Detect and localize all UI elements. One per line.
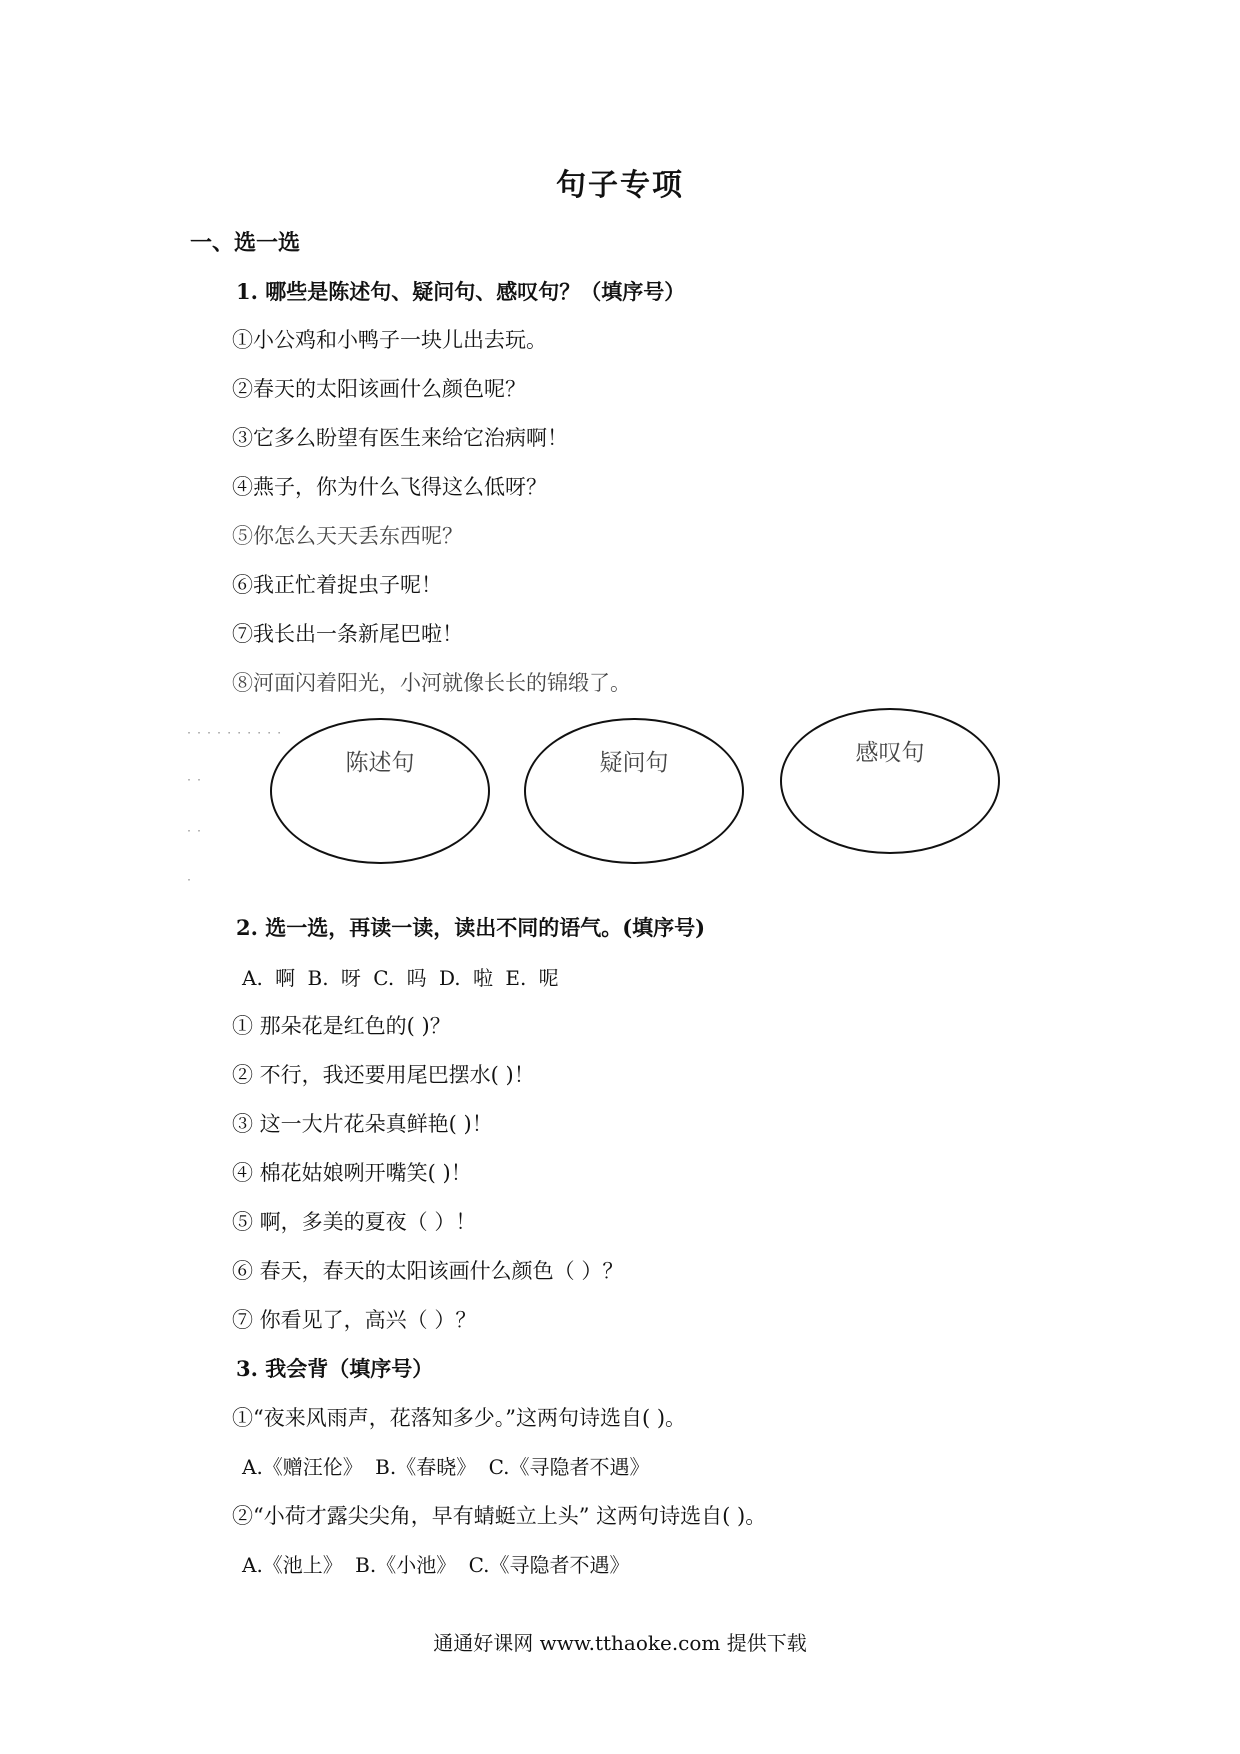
sentence-8: ⑧河面闪着阳光，小河就像长长的锦缎了。	[232, 671, 631, 695]
question-2-heading: 2. 选一选，再读一读，读出不同的语气。(填序号)	[236, 915, 706, 940]
declarative-label: 陈述句	[345, 750, 415, 776]
fill-item-2: ② 不行，我还要用尾巴摆水( )！	[232, 1063, 535, 1087]
margin-dots: ··········	[186, 728, 287, 739]
page-title: 句子专项	[556, 168, 684, 203]
sentence-5: ⑤你怎么天天丢东西呢？	[232, 524, 463, 548]
fill-item-1: ① 那朵花是红色的( )？	[232, 1014, 451, 1038]
fill-item-3: ③ 这一大片花朵真鲜艳( )！	[232, 1112, 493, 1136]
fill-item-7: ⑦ 你看见了，高兴（ ）？	[232, 1308, 477, 1332]
question-1-heading: 1. 哪些是陈述句、疑问句、感叹句？（填序号）	[236, 279, 686, 304]
section-heading: 一、选一选	[190, 230, 301, 256]
margin-dots: ··	[186, 826, 207, 837]
poem-options-1: A.《赠汪伦》 B.《春晓》 C.《寻隐者不遇》	[242, 1455, 650, 1479]
fill-item-4: ④ 棉花姑娘咧开嘴笑( )！	[232, 1161, 472, 1185]
declarative-sentence-ellipse	[270, 718, 490, 864]
sentence-1: ①小公鸡和小鸭子一块儿出去玩。	[232, 328, 547, 352]
particle-options: A. 啊 B. 呀 C. 吗 D. 啦 E. 呢	[242, 966, 559, 990]
margin-dots: ·	[186, 875, 197, 886]
sentence-4: ④燕子，你为什么飞得这么低呀？	[232, 475, 547, 499]
fill-item-5: ⑤ 啊，多美的夏夜（ ）！	[232, 1210, 477, 1234]
sentence-2: ②春天的太阳该画什么颜色呢？	[232, 377, 526, 401]
exclamatory-label: 感叹句	[855, 740, 925, 766]
question-3-heading: 3. 我会背（填序号）	[236, 1356, 434, 1381]
sentence-3: ③它多么盼望有医生来给它治病啊！	[232, 426, 568, 450]
fill-item-6: ⑥ 春天，春天的太阳该画什么颜色（ ）？	[232, 1259, 624, 1283]
sentence-6: ⑥我正忙着捉虫子呢！	[232, 573, 442, 597]
interrogative-sentence-ellipse	[524, 718, 744, 864]
margin-dots: ··	[186, 775, 207, 786]
poem-question-1: ①“夜来风雨声，花落知多少。”这两句诗选自( )。	[232, 1406, 687, 1430]
poem-options-2: A.《池上》 B.《小池》 C.《寻隐者不遇》	[242, 1553, 630, 1577]
exclamatory-sentence-ellipse	[780, 708, 1000, 854]
poem-question-2: ②“小荷才露尖尖角，早有蜻蜓立上头” 这两句诗选自( )。	[232, 1504, 767, 1528]
interrogative-label: 疑问句	[599, 750, 669, 776]
sentence-7: ⑦我长出一条新尾巴啦！	[232, 622, 463, 646]
footer-credit: 通通好课网 www.tthaoke.com 提供下载	[433, 1631, 807, 1655]
